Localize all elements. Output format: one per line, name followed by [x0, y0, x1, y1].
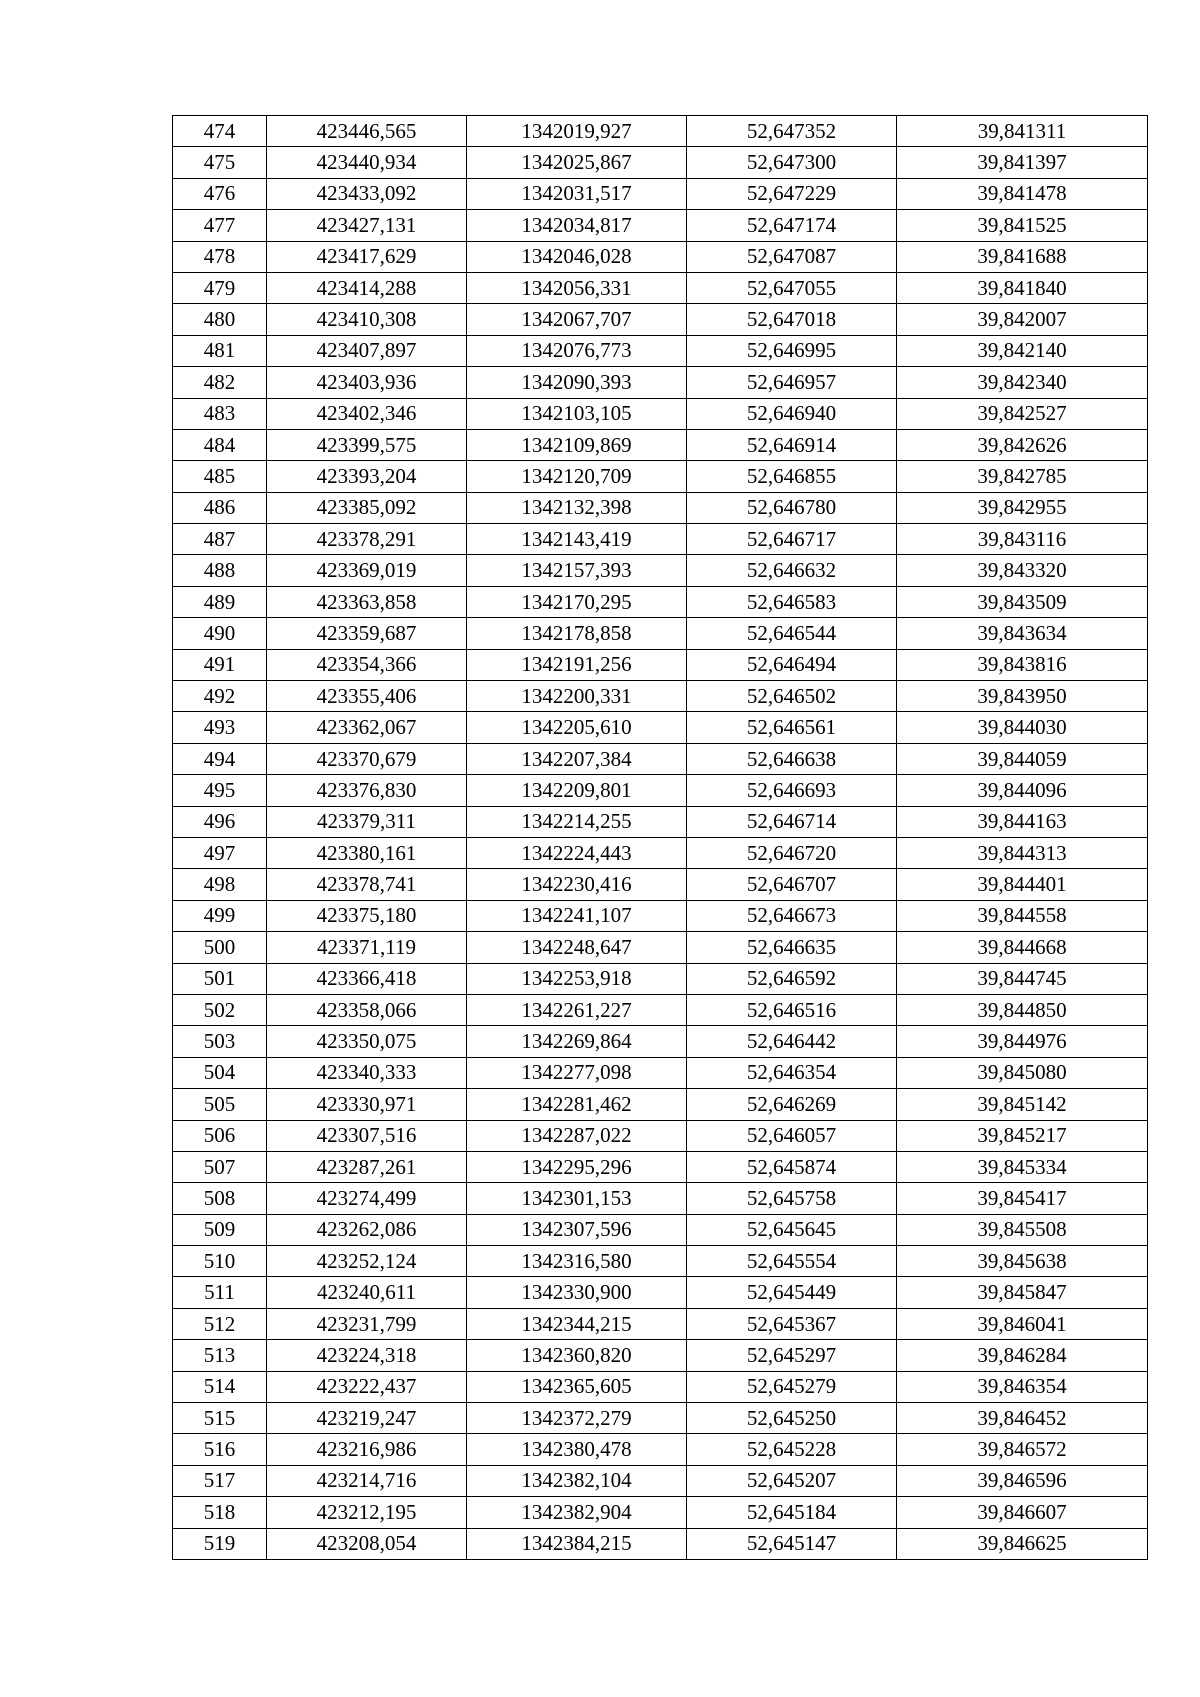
y-coordinate-cell: 1342025,867 [467, 147, 687, 178]
longitude-cell: 39,846041 [897, 1308, 1148, 1339]
table-row [173, 1371, 1148, 1402]
point-number-cell: 499 [173, 900, 267, 931]
x-coordinate-cell: 423414,288 [267, 272, 467, 303]
latitude-cell: 52,645228 [687, 1434, 897, 1465]
y-coordinate-cell: 1342365,605 [467, 1371, 687, 1402]
x-coordinate-cell: 423252,124 [267, 1246, 467, 1277]
table-row [173, 116, 1148, 147]
table-row [173, 1183, 1148, 1214]
latitude-cell: 52,646269 [687, 1089, 897, 1120]
point-number-cell: 476 [173, 178, 267, 209]
x-coordinate-cell: 423385,092 [267, 492, 467, 523]
y-coordinate-cell: 1342090,393 [467, 367, 687, 398]
latitude-cell: 52,647087 [687, 241, 897, 272]
y-coordinate-cell: 1342330,900 [467, 1277, 687, 1308]
longitude-cell: 39,842527 [897, 398, 1148, 429]
longitude-cell: 39,841397 [897, 147, 1148, 178]
longitude-cell: 39,842140 [897, 335, 1148, 366]
longitude-cell: 39,841840 [897, 272, 1148, 303]
table-row [173, 555, 1148, 586]
x-coordinate-cell: 423358,066 [267, 994, 467, 1025]
point-number-cell: 479 [173, 272, 267, 303]
table-row [173, 1465, 1148, 1496]
x-coordinate-cell: 423216,986 [267, 1434, 467, 1465]
table-row [173, 241, 1148, 272]
longitude-cell: 39,843816 [897, 649, 1148, 680]
point-number-cell: 508 [173, 1183, 267, 1214]
table-row [173, 586, 1148, 617]
longitude-cell: 39,842007 [897, 304, 1148, 335]
point-number-cell: 517 [173, 1465, 267, 1496]
y-coordinate-cell: 1342076,773 [467, 335, 687, 366]
latitude-cell: 52,646442 [687, 1026, 897, 1057]
latitude-cell: 52,646502 [687, 681, 897, 712]
x-coordinate-cell: 423375,180 [267, 900, 467, 931]
x-coordinate-cell: 423369,019 [267, 555, 467, 586]
x-coordinate-cell: 423330,971 [267, 1089, 467, 1120]
x-coordinate-cell: 423376,830 [267, 775, 467, 806]
table-row [173, 461, 1148, 492]
y-coordinate-cell: 1342287,022 [467, 1120, 687, 1151]
longitude-cell: 39,842785 [897, 461, 1148, 492]
latitude-cell: 52,646516 [687, 994, 897, 1025]
x-coordinate-cell: 423433,092 [267, 178, 467, 209]
y-coordinate-cell: 1342143,419 [467, 524, 687, 555]
table-row [173, 1497, 1148, 1528]
point-number-cell: 493 [173, 712, 267, 743]
point-number-cell: 480 [173, 304, 267, 335]
table-row [173, 963, 1148, 994]
point-number-cell: 509 [173, 1214, 267, 1245]
table-row [173, 367, 1148, 398]
point-number-cell: 496 [173, 806, 267, 837]
table-row [173, 1308, 1148, 1339]
y-coordinate-cell: 1342295,296 [467, 1151, 687, 1182]
latitude-cell: 52,646057 [687, 1120, 897, 1151]
latitude-cell: 52,646720 [687, 837, 897, 868]
table-row [173, 712, 1148, 743]
table-row [173, 1403, 1148, 1434]
longitude-cell: 39,846354 [897, 1371, 1148, 1402]
latitude-cell: 52,646940 [687, 398, 897, 429]
longitude-cell: 39,846625 [897, 1528, 1148, 1559]
longitude-cell: 39,846572 [897, 1434, 1148, 1465]
point-number-cell: 500 [173, 932, 267, 963]
y-coordinate-cell: 1342056,331 [467, 272, 687, 303]
latitude-cell: 52,646693 [687, 775, 897, 806]
y-coordinate-cell: 1342372,279 [467, 1403, 687, 1434]
longitude-cell: 39,845508 [897, 1214, 1148, 1245]
latitude-cell: 52,645184 [687, 1497, 897, 1528]
point-number-cell: 482 [173, 367, 267, 398]
longitude-cell: 39,845638 [897, 1246, 1148, 1277]
y-coordinate-cell: 1342301,153 [467, 1183, 687, 1214]
longitude-cell: 39,842626 [897, 429, 1148, 460]
x-coordinate-cell: 423214,716 [267, 1465, 467, 1496]
y-coordinate-cell: 1342046,028 [467, 241, 687, 272]
longitude-cell: 39,845417 [897, 1183, 1148, 1214]
x-coordinate-cell: 423403,936 [267, 367, 467, 398]
x-coordinate-cell: 423370,679 [267, 743, 467, 774]
coordinates-table [172, 115, 1148, 1560]
longitude-cell: 39,844059 [897, 743, 1148, 774]
table-row [173, 837, 1148, 868]
table-row [173, 743, 1148, 774]
x-coordinate-cell: 423240,611 [267, 1277, 467, 1308]
point-number-cell: 513 [173, 1340, 267, 1371]
table-row [173, 147, 1148, 178]
latitude-cell: 52,645449 [687, 1277, 897, 1308]
x-coordinate-cell: 423393,204 [267, 461, 467, 492]
table-row [173, 335, 1148, 366]
table-row [173, 1120, 1148, 1151]
y-coordinate-cell: 1342031,517 [467, 178, 687, 209]
point-number-cell: 503 [173, 1026, 267, 1057]
point-number-cell: 515 [173, 1403, 267, 1434]
table-row [173, 1214, 1148, 1245]
latitude-cell: 52,646638 [687, 743, 897, 774]
latitude-cell: 52,647055 [687, 272, 897, 303]
x-coordinate-cell: 423378,291 [267, 524, 467, 555]
y-coordinate-cell: 1342248,647 [467, 932, 687, 963]
x-coordinate-cell: 423427,131 [267, 210, 467, 241]
x-coordinate-cell: 423379,311 [267, 806, 467, 837]
x-coordinate-cell: 423371,119 [267, 932, 467, 963]
point-number-cell: 514 [173, 1371, 267, 1402]
table-row [173, 1151, 1148, 1182]
table-row [173, 932, 1148, 963]
longitude-cell: 39,842955 [897, 492, 1148, 523]
table-row [173, 178, 1148, 209]
x-coordinate-cell: 423354,366 [267, 649, 467, 680]
longitude-cell: 39,845080 [897, 1057, 1148, 1088]
x-coordinate-cell: 423362,067 [267, 712, 467, 743]
y-coordinate-cell: 1342224,443 [467, 837, 687, 868]
y-coordinate-cell: 1342109,869 [467, 429, 687, 460]
longitude-cell: 39,845334 [897, 1151, 1148, 1182]
latitude-cell: 52,645874 [687, 1151, 897, 1182]
table-row [173, 900, 1148, 931]
longitude-cell: 39,841525 [897, 210, 1148, 241]
table-row [173, 618, 1148, 649]
x-coordinate-cell: 423222,437 [267, 1371, 467, 1402]
point-number-cell: 488 [173, 555, 267, 586]
longitude-cell: 39,844745 [897, 963, 1148, 994]
longitude-cell: 39,841311 [897, 116, 1148, 147]
table-row [173, 492, 1148, 523]
longitude-cell: 39,844163 [897, 806, 1148, 837]
table-row [173, 869, 1148, 900]
latitude-cell: 52,647229 [687, 178, 897, 209]
latitude-cell: 52,646632 [687, 555, 897, 586]
latitude-cell: 52,646592 [687, 963, 897, 994]
y-coordinate-cell: 1342019,927 [467, 116, 687, 147]
y-coordinate-cell: 1342034,817 [467, 210, 687, 241]
x-coordinate-cell: 423417,629 [267, 241, 467, 272]
y-coordinate-cell: 1342170,295 [467, 586, 687, 617]
latitude-cell: 52,645207 [687, 1465, 897, 1496]
y-coordinate-cell: 1342241,107 [467, 900, 687, 931]
table-row [173, 1528, 1148, 1559]
point-number-cell: 492 [173, 681, 267, 712]
point-number-cell: 491 [173, 649, 267, 680]
point-number-cell: 510 [173, 1246, 267, 1277]
latitude-cell: 52,645147 [687, 1528, 897, 1559]
longitude-cell: 39,841478 [897, 178, 1148, 209]
y-coordinate-cell: 1342269,864 [467, 1026, 687, 1057]
latitude-cell: 52,646583 [687, 586, 897, 617]
point-number-cell: 483 [173, 398, 267, 429]
x-coordinate-cell: 423212,195 [267, 1497, 467, 1528]
y-coordinate-cell: 1342103,105 [467, 398, 687, 429]
latitude-cell: 52,646714 [687, 806, 897, 837]
longitude-cell: 39,841688 [897, 241, 1148, 272]
table-row [173, 1340, 1148, 1371]
table-row [173, 272, 1148, 303]
latitude-cell: 52,646544 [687, 618, 897, 649]
x-coordinate-cell: 423355,406 [267, 681, 467, 712]
longitude-cell: 39,844558 [897, 900, 1148, 931]
point-number-cell: 497 [173, 837, 267, 868]
x-coordinate-cell: 423402,346 [267, 398, 467, 429]
longitude-cell: 39,845217 [897, 1120, 1148, 1151]
point-number-cell: 512 [173, 1308, 267, 1339]
latitude-cell: 52,645279 [687, 1371, 897, 1402]
y-coordinate-cell: 1342132,398 [467, 492, 687, 523]
longitude-cell: 39,845142 [897, 1089, 1148, 1120]
longitude-cell: 39,843116 [897, 524, 1148, 555]
y-coordinate-cell: 1342253,918 [467, 963, 687, 994]
point-number-cell: 485 [173, 461, 267, 492]
x-coordinate-cell: 423231,799 [267, 1308, 467, 1339]
x-coordinate-cell: 423399,575 [267, 429, 467, 460]
latitude-cell: 52,647352 [687, 116, 897, 147]
x-coordinate-cell: 423440,934 [267, 147, 467, 178]
y-coordinate-cell: 1342191,256 [467, 649, 687, 680]
y-coordinate-cell: 1342261,227 [467, 994, 687, 1025]
x-coordinate-cell: 423307,516 [267, 1120, 467, 1151]
point-number-cell: 502 [173, 994, 267, 1025]
table-row [173, 429, 1148, 460]
point-number-cell: 495 [173, 775, 267, 806]
point-number-cell: 487 [173, 524, 267, 555]
latitude-cell: 52,647018 [687, 304, 897, 335]
table-row [173, 994, 1148, 1025]
x-coordinate-cell: 423366,418 [267, 963, 467, 994]
x-coordinate-cell: 423287,261 [267, 1151, 467, 1182]
table-row [173, 1434, 1148, 1465]
y-coordinate-cell: 1342067,707 [467, 304, 687, 335]
x-coordinate-cell: 423262,086 [267, 1214, 467, 1245]
x-coordinate-cell: 423359,687 [267, 618, 467, 649]
y-coordinate-cell: 1342178,858 [467, 618, 687, 649]
x-coordinate-cell: 423274,499 [267, 1183, 467, 1214]
x-coordinate-cell: 423407,897 [267, 335, 467, 366]
longitude-cell: 39,842340 [897, 367, 1148, 398]
longitude-cell: 39,844668 [897, 932, 1148, 963]
y-coordinate-cell: 1342277,098 [467, 1057, 687, 1088]
point-number-cell: 516 [173, 1434, 267, 1465]
longitude-cell: 39,844096 [897, 775, 1148, 806]
y-coordinate-cell: 1342316,580 [467, 1246, 687, 1277]
point-number-cell: 518 [173, 1497, 267, 1528]
latitude-cell: 52,646995 [687, 335, 897, 366]
y-coordinate-cell: 1342307,596 [467, 1214, 687, 1245]
longitude-cell: 39,846607 [897, 1497, 1148, 1528]
y-coordinate-cell: 1342207,384 [467, 743, 687, 774]
y-coordinate-cell: 1342120,709 [467, 461, 687, 492]
latitude-cell: 52,646354 [687, 1057, 897, 1088]
y-coordinate-cell: 1342384,215 [467, 1528, 687, 1559]
latitude-cell: 52,647174 [687, 210, 897, 241]
point-number-cell: 507 [173, 1151, 267, 1182]
table-row [173, 681, 1148, 712]
x-coordinate-cell: 423378,741 [267, 869, 467, 900]
y-coordinate-cell: 1342360,820 [467, 1340, 687, 1371]
point-number-cell: 519 [173, 1528, 267, 1559]
table-row [173, 1089, 1148, 1120]
latitude-cell: 52,646855 [687, 461, 897, 492]
table-row [173, 1057, 1148, 1088]
point-number-cell: 474 [173, 116, 267, 147]
latitude-cell: 52,647300 [687, 147, 897, 178]
longitude-cell: 39,846596 [897, 1465, 1148, 1496]
latitude-cell: 52,645645 [687, 1214, 897, 1245]
longitude-cell: 39,844313 [897, 837, 1148, 868]
point-number-cell: 511 [173, 1277, 267, 1308]
y-coordinate-cell: 1342230,416 [467, 869, 687, 900]
latitude-cell: 52,646707 [687, 869, 897, 900]
latitude-cell: 52,646957 [687, 367, 897, 398]
x-coordinate-cell: 423219,247 [267, 1403, 467, 1434]
y-coordinate-cell: 1342382,904 [467, 1497, 687, 1528]
table-row [173, 398, 1148, 429]
table-row [173, 649, 1148, 680]
y-coordinate-cell: 1342209,801 [467, 775, 687, 806]
y-coordinate-cell: 1342380,478 [467, 1434, 687, 1465]
longitude-cell: 39,843950 [897, 681, 1148, 712]
point-number-cell: 484 [173, 429, 267, 460]
point-number-cell: 481 [173, 335, 267, 366]
table-row [173, 304, 1148, 335]
latitude-cell: 52,645250 [687, 1403, 897, 1434]
latitude-cell: 52,646494 [687, 649, 897, 680]
latitude-cell: 52,646717 [687, 524, 897, 555]
x-coordinate-cell: 423363,858 [267, 586, 467, 617]
point-number-cell: 475 [173, 147, 267, 178]
point-number-cell: 478 [173, 241, 267, 272]
y-coordinate-cell: 1342382,104 [467, 1465, 687, 1496]
x-coordinate-cell: 423350,075 [267, 1026, 467, 1057]
longitude-cell: 39,846452 [897, 1403, 1148, 1434]
point-number-cell: 494 [173, 743, 267, 774]
latitude-cell: 52,645367 [687, 1308, 897, 1339]
y-coordinate-cell: 1342214,255 [467, 806, 687, 837]
latitude-cell: 52,646635 [687, 932, 897, 963]
longitude-cell: 39,844401 [897, 869, 1148, 900]
coordinates-table-body [173, 116, 1148, 1560]
latitude-cell: 52,645297 [687, 1340, 897, 1371]
point-number-cell: 504 [173, 1057, 267, 1088]
point-number-cell: 498 [173, 869, 267, 900]
longitude-cell: 39,843509 [897, 586, 1148, 617]
point-number-cell: 506 [173, 1120, 267, 1151]
latitude-cell: 52,646673 [687, 900, 897, 931]
longitude-cell: 39,846284 [897, 1340, 1148, 1371]
y-coordinate-cell: 1342157,393 [467, 555, 687, 586]
latitude-cell: 52,645758 [687, 1183, 897, 1214]
table-row [173, 210, 1148, 241]
longitude-cell: 39,844850 [897, 994, 1148, 1025]
table-row [173, 1277, 1148, 1308]
x-coordinate-cell: 423410,308 [267, 304, 467, 335]
table-row [173, 1026, 1148, 1057]
point-number-cell: 477 [173, 210, 267, 241]
longitude-cell: 39,844976 [897, 1026, 1148, 1057]
x-coordinate-cell: 423340,333 [267, 1057, 467, 1088]
y-coordinate-cell: 1342200,331 [467, 681, 687, 712]
table-row [173, 1246, 1148, 1277]
point-number-cell: 501 [173, 963, 267, 994]
table-row [173, 775, 1148, 806]
point-number-cell: 490 [173, 618, 267, 649]
longitude-cell: 39,845847 [897, 1277, 1148, 1308]
point-number-cell: 486 [173, 492, 267, 523]
table-row [173, 806, 1148, 837]
x-coordinate-cell: 423446,565 [267, 116, 467, 147]
longitude-cell: 39,843320 [897, 555, 1148, 586]
x-coordinate-cell: 423208,054 [267, 1528, 467, 1559]
longitude-cell: 39,843634 [897, 618, 1148, 649]
latitude-cell: 52,646561 [687, 712, 897, 743]
longitude-cell: 39,844030 [897, 712, 1148, 743]
y-coordinate-cell: 1342344,215 [467, 1308, 687, 1339]
y-coordinate-cell: 1342205,610 [467, 712, 687, 743]
latitude-cell: 52,646780 [687, 492, 897, 523]
x-coordinate-cell: 423224,318 [267, 1340, 467, 1371]
point-number-cell: 489 [173, 586, 267, 617]
latitude-cell: 52,645554 [687, 1246, 897, 1277]
table-row [173, 524, 1148, 555]
y-coordinate-cell: 1342281,462 [467, 1089, 687, 1120]
latitude-cell: 52,646914 [687, 429, 897, 460]
x-coordinate-cell: 423380,161 [267, 837, 467, 868]
point-number-cell: 505 [173, 1089, 267, 1120]
